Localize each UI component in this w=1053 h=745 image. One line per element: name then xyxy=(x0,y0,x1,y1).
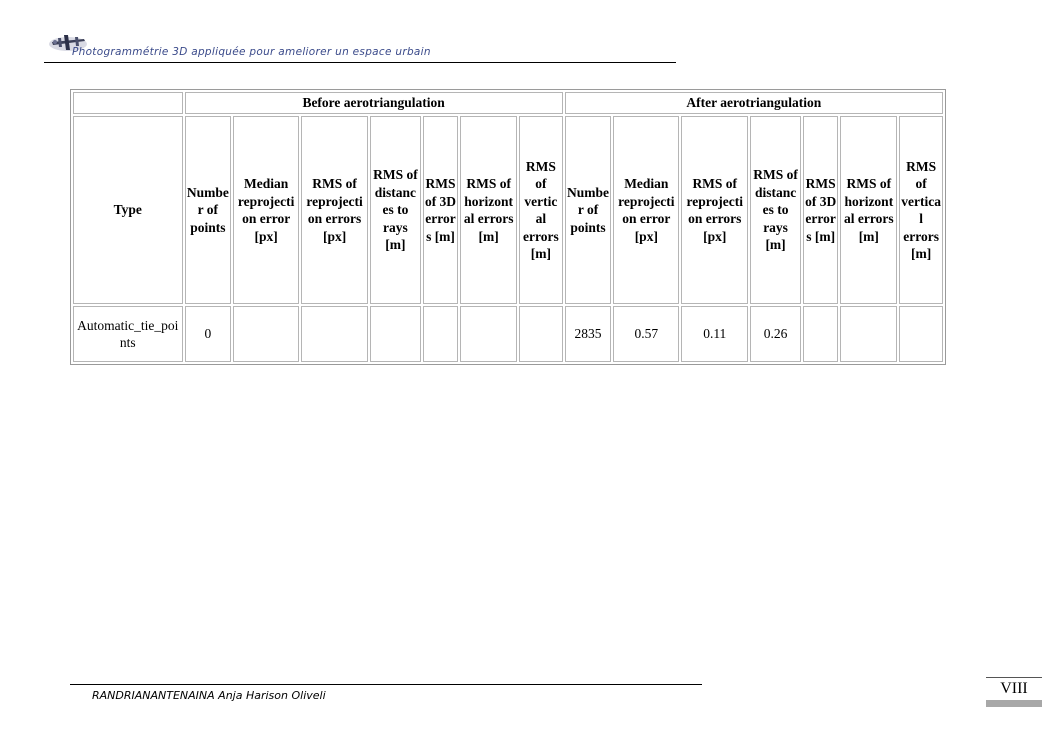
cell-before-rms-vertical-errors xyxy=(519,306,563,362)
cell-before-number-of-points: 0 xyxy=(185,306,232,362)
column-header-after-rms-horizontal-errors: RMS of horizontal errors [m] xyxy=(840,116,897,304)
column-header-after-rms-distances-to-rays: RMS of distances to rays [m] xyxy=(750,116,801,304)
cell-after-number-of-points: 2835 xyxy=(565,306,612,362)
footer-divider xyxy=(70,684,702,685)
cell-after-median-reprojection-error: 0.57 xyxy=(613,306,679,362)
column-header-after-median-reprojection-error: Median reprojection error [px] xyxy=(613,116,679,304)
column-header-before-number-of-points: Number of points xyxy=(185,116,232,304)
page-number: VIII xyxy=(986,677,1042,700)
cell-after-rms-vertical-errors xyxy=(899,306,943,362)
cell-type: Automatic_tie_points xyxy=(73,306,183,362)
column-header-before-rms-reprojection-errors: RMS of reprojection errors [px] xyxy=(301,116,368,304)
page-header xyxy=(44,32,676,66)
header-divider xyxy=(44,62,676,63)
column-header-row xyxy=(73,116,943,304)
group-header-after: After aerotriangulation xyxy=(565,92,943,114)
column-header-before-rms-vertical-errors: RMS of vertical errors [m] xyxy=(519,116,563,304)
column-header-after-rms-vertical-errors: RMS of vertical errors [m] xyxy=(899,116,943,304)
table-row xyxy=(73,306,943,362)
cell-before-rms-3d-errors xyxy=(423,306,459,362)
column-header-before-median-reprojection-error: Median reprojection error [px] xyxy=(233,116,299,304)
column-header-after-number-of-points: Number of points xyxy=(565,116,612,304)
group-header-row xyxy=(73,92,943,114)
column-header-before-rms-horizontal-errors: RMS of horizontal errors [m] xyxy=(460,116,517,304)
header-title: Photogrammétrie 3D appliquée pour ameliorer un espace urbain xyxy=(72,46,431,58)
page-number-bar xyxy=(986,700,1042,707)
cell-after-rms-horizontal-errors xyxy=(840,306,897,362)
column-header-after-rms-3d-errors: RMS of 3D errors [m] xyxy=(803,116,839,304)
cell-after-rms-reprojection-errors: 0.11 xyxy=(681,306,748,362)
column-header-before-rms-3d-errors: RMS of 3D errors [m] xyxy=(423,116,459,304)
cell-before-rms-horizontal-errors xyxy=(460,306,517,362)
cell-after-rms-3d-errors xyxy=(803,306,839,362)
group-header-before: Before aerotriangulation xyxy=(185,92,563,114)
cell-before-rms-distances-to-rays xyxy=(370,306,421,362)
group-header-empty xyxy=(73,92,183,114)
column-header-before-rms-distances-to-rays: RMS of distances to rays [m] xyxy=(370,116,421,304)
footer-author: RANDRIANANTENAINA Anja Harison Oliveli xyxy=(92,689,326,702)
cell-before-median-reprojection-error xyxy=(233,306,299,362)
aerotriangulation-table xyxy=(70,89,946,365)
column-header-after-rms-reprojection-errors: RMS of reprojection errors [px] xyxy=(681,116,748,304)
column-header-type: Type xyxy=(73,116,183,304)
cell-before-rms-reprojection-errors xyxy=(301,306,368,362)
cell-after-rms-distances-to-rays: 0.26 xyxy=(750,306,801,362)
